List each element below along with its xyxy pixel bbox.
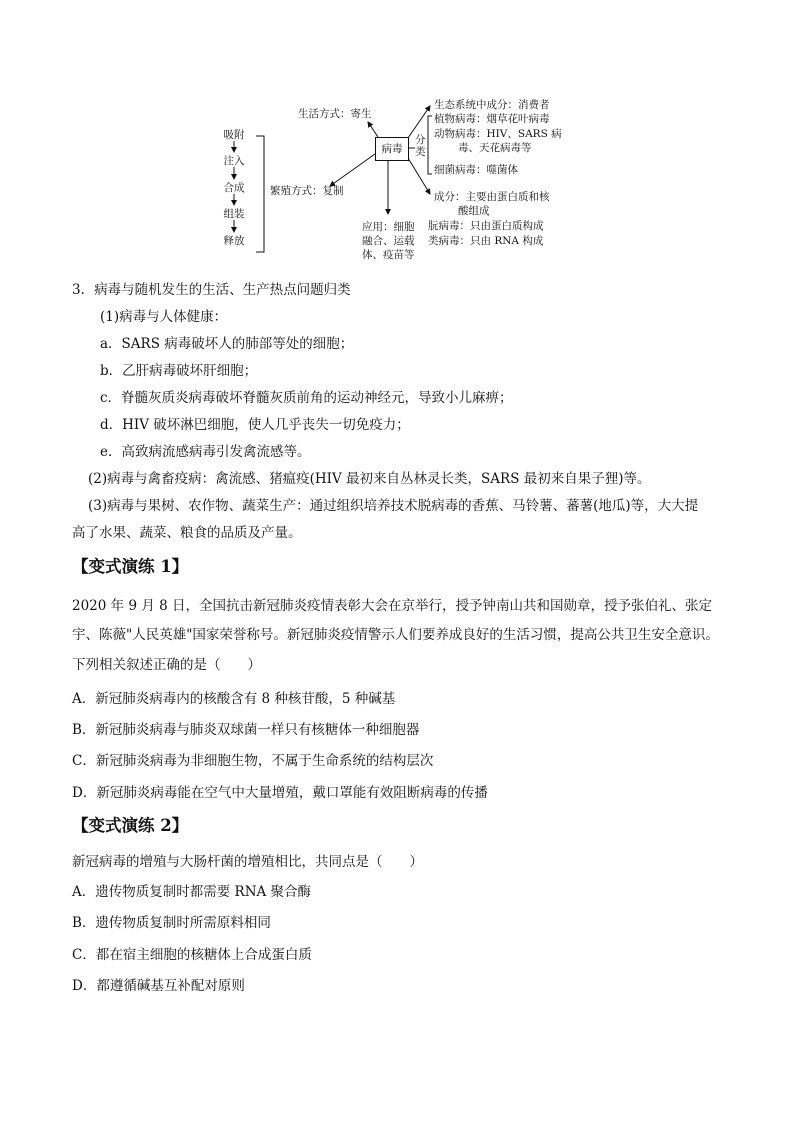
exercise1-option-b: B．新冠肺炎病毒与肺炎双球菌一样只有核糖体一种细胞器 [72, 722, 420, 738]
health-item-a: a．SARS 病毒破坏人的肺部等处的细胞； [100, 336, 354, 352]
composition-line1: 成分：主要由蛋白质和核 [434, 191, 550, 203]
application-line3: 体、疫苗等 [362, 249, 415, 261]
stage-synthesis: 合成 [223, 182, 245, 194]
eco-component: 生态系统中成分：消费者 [434, 99, 550, 111]
exercise1-stem-line3: 下列相关叙述正确的是（ ） [72, 657, 261, 673]
composition-line2: 酸组成 [458, 205, 490, 217]
section3-sub3-line2: 高了水果、蔬菜、粮食的品质及产量。 [72, 525, 302, 541]
exercise1-option-d: D．新冠肺炎病毒能在空气中大量增殖，戴口罩能有效阻断病毒的传播 [72, 785, 488, 801]
exercise2-option-d: D．都遵循碱基互补配对原则 [72, 978, 245, 994]
animal-virus-line2: 毒、天花病毒等 [458, 142, 532, 154]
plant-virus: 植物病毒：烟草花叶病毒 [434, 113, 550, 125]
exercise1-option-c: C．新冠肺炎病毒为非细胞生物，不属于生命系统的结构层次 [72, 753, 434, 769]
reproduction-label: 繁殖方式：复制 [270, 185, 344, 197]
bacteria-virus: 细菌病毒：噬菌体 [434, 164, 518, 176]
health-item-d: d．HIV 破坏淋巴细胞，使人几乎丧失一切免疫力； [100, 417, 410, 433]
exercise1-stem-line2: 宇、陈薇"人民英雄"国家荣誉称号。新冠肺炎疫情警示人们要养成良好的生活习惯，提高公共卫生安全意识。 [72, 627, 719, 643]
exercise2-option-b: B．遗传物质复制时所需原料相同 [72, 915, 271, 931]
exercise2-heading: 【变式演练 2】 [72, 816, 189, 835]
lifestyle-label: 生活方式：寄生 [298, 108, 372, 120]
stage-adsorption: 吸附 [223, 129, 245, 141]
exercise1-heading: 【变式演练 1】 [72, 557, 189, 576]
section3-sub2: (2)病毒与禽畜疫病：禽流感、猪瘟疫(HIV 最初来自丛林灵长类，SARS 最初来自果子狸)等。 [88, 471, 651, 487]
classification-label: 分类 [415, 134, 426, 158]
exercise2-option-c: C．都在宿主细胞的核糖体上合成蛋白质 [72, 947, 312, 963]
stage-assembly: 组装 [223, 208, 245, 220]
virus-concept-diagram [218, 94, 578, 264]
health-item-b: b．乙肝病毒破坏肝细胞； [100, 363, 258, 379]
section3-sub1: (1)病毒与人体健康： [100, 309, 228, 325]
application-line2: 融合、运载 [362, 235, 415, 247]
exercise2-stem: 新冠病毒的增殖与大肠杆菌的增殖相比，共同点是（ ） [72, 854, 423, 870]
virus-center-box: 病毒 [375, 137, 409, 161]
application-line1: 应用：细胞 [362, 221, 415, 233]
exercise1-stem-line1: 2020 年 9 月 8 日，全国抗击新冠肺炎疫情表彰大会在京举行，授予钟南山共和国勋章，授予张伯礼、张定 [72, 598, 712, 614]
health-item-e: e．高致病流感病毒引发禽流感等。 [100, 444, 311, 460]
section3-sub3-line1: (3)病毒与果树、农作物、蔬菜生产：通过组织培养技术脱病毒的香蕉、马铃薯、蕃薯(地瓜)等，大大提 [88, 498, 699, 514]
viroid-label: 类病毒：只由 RNA 构成 [428, 235, 544, 247]
prion-label: 朊病毒：只由蛋白质构成 [428, 220, 544, 232]
stage-injection: 注入 [223, 155, 245, 167]
section3-title: 3．病毒与随机发生的生活、生产热点问题归类 [72, 282, 351, 298]
exercise2-option-a: A．遗传物质复制时都需要 RNA 聚合酶 [72, 884, 312, 900]
health-item-c: c．脊髓灰质炎病毒破坏脊髓灰质前角的运动神经元，导致小儿麻痹； [100, 390, 513, 406]
exercise1-option-a: A．新冠肺炎病毒内的核酸含有 8 种核苷酸，5 种碱基 [72, 691, 396, 707]
stage-release: 释放 [223, 235, 245, 247]
animal-virus-line1: 动物病毒：HIV、SARS 病 [434, 128, 562, 140]
